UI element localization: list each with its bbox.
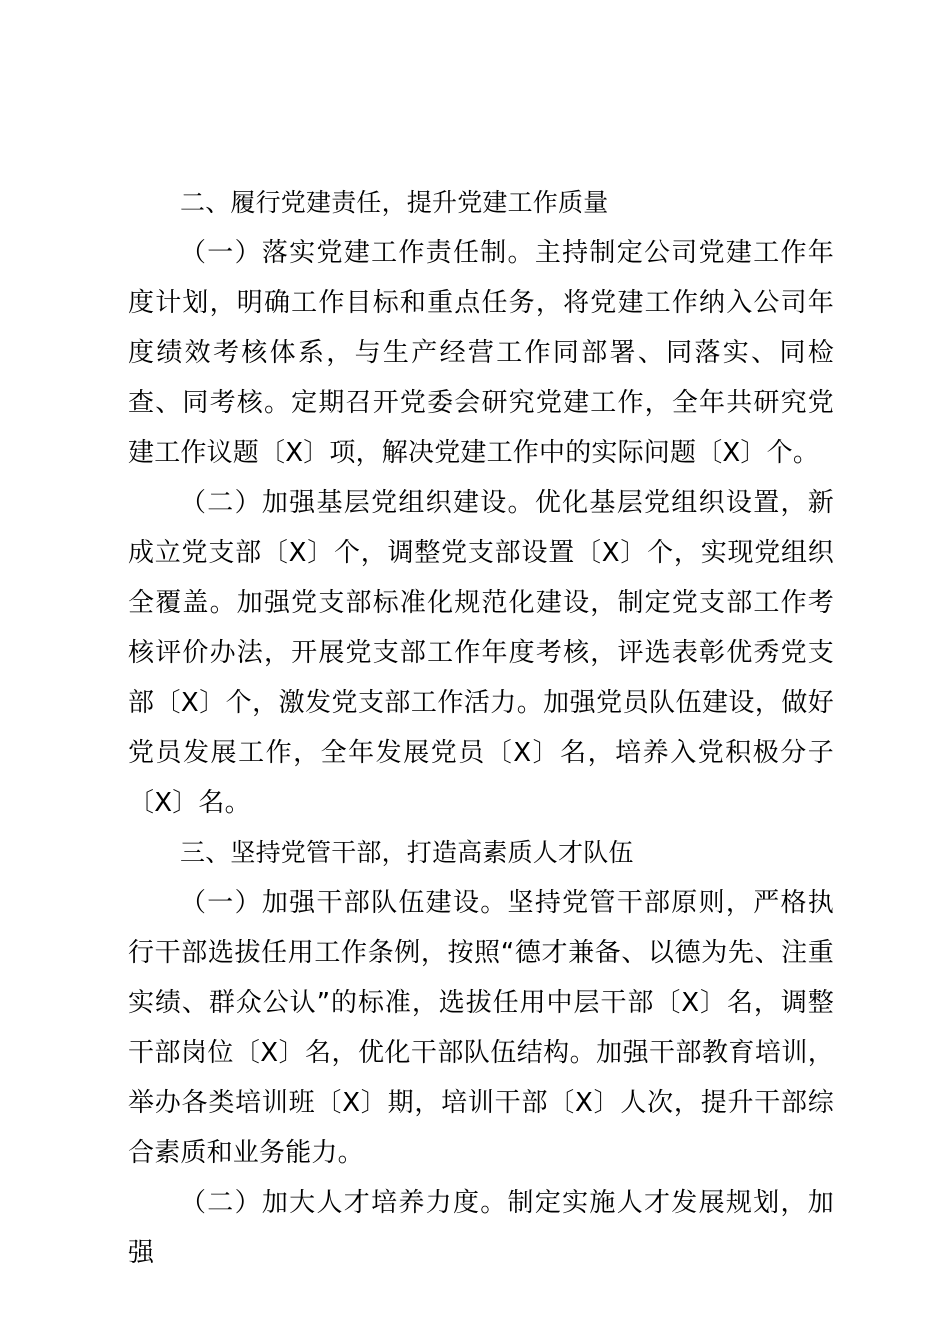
paragraph-2-2: （二）加强基层党组织建设。优化基层党组织设置，新成立党支部〔X〕个，调整党支部设置〔X〕个，实现党组织全覆盖。加强党支部标准化规范化建设，制定党支部工作考核评价办法，开展党支部工作年度考核，评选表彰优秀党支部〔X〕个，激发党支部工作活力。加强党员队伍建设，做好党员发展工作，全年发展党员〔X〕名，培养入党积极分子〔X〕名。 [128, 488, 834, 818]
document-body [128, 178, 834, 1278]
section-heading-2: 二、履行党建责任，提升党建工作质量 [180, 188, 609, 217]
paragraph-3-1: （一）加强干部队伍建设。坚持党管干部原则，严格执行干部选拔任用工作条例，按照“德才兼备、以德为先、注重实绩、群众公认”的标准，选拔任用中层干部〔X〕名，调整干部岗位〔X〕名，优化干部队伍结构。加强干部教育培训，举办各类培训班〔X〕期，培训干部〔X〕人次，提升干部综合素质和业务能力。 [128, 888, 834, 1168]
section-heading-3: 三、坚持党管干部，打造高素质人才队伍 [180, 838, 634, 867]
paragraph-2-1: （一）落实党建工作责任制。主持制定公司党建工作年度计划，明确工作目标和重点任务，将党建工作纳入公司年度绩效考核体系，与生产经营工作同部署、同落实、同检查、同考核。定期召开党委会研究党建工作，全年共研究党建工作议题〔X〕项，解决党建工作中的实际问题〔X〕个。 [128, 238, 834, 468]
paragraph-3-2: （二）加大人才培养力度。制定实施人才发展规划，加强 [128, 1188, 834, 1268]
